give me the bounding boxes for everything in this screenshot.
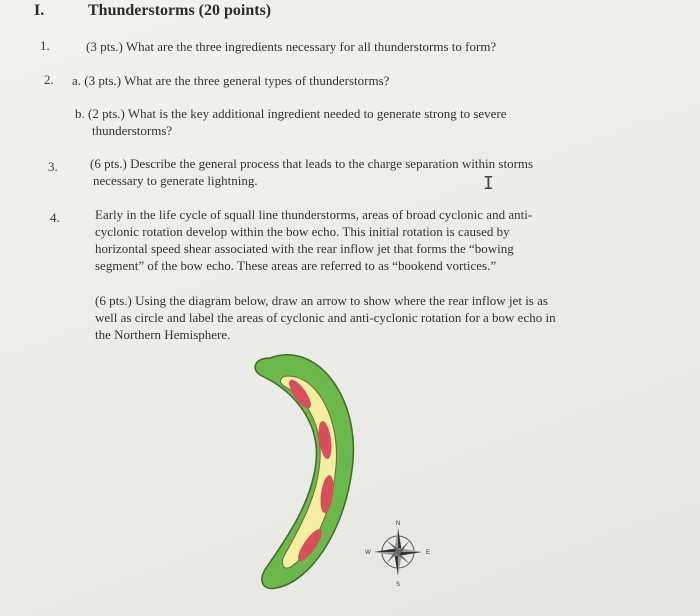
- question-4-para-1-line-4: segment” of the bow echo. These areas are referred to as “bookend vortices.”: [95, 258, 497, 273]
- compass-west-label: W: [365, 550, 371, 556]
- question-2b-line-1: b. (2 pts.) What is the key additional ingredient needed to generate strong to severe: [75, 106, 507, 121]
- compass-south-label: S: [395, 582, 401, 588]
- question-1-number: 1.: [40, 38, 50, 53]
- question-2-number: 2.: [44, 72, 54, 87]
- question-1-text: (3 pts.) What are the three ingredients necessary for all thunderstorms to form?: [86, 39, 497, 54]
- question-2b-line-2: thunderstorms?: [92, 123, 173, 138]
- question-4-number: 4.: [50, 210, 60, 225]
- question-4-para-1-line-1: Early in the life cycle of squall line thunderstorms, areas of broad cyclonic and anti-: [95, 207, 533, 222]
- question-4-para-1-line-2: cyclonic rotation develop within the bow echo. This initial rotation is caused by: [95, 224, 510, 239]
- question-4-para-2-line-3: the Northern Hemisphere.: [95, 327, 231, 342]
- question-3-line-1: (6 pts.) Describe the general process that leads to the charge separation within storms: [90, 156, 534, 171]
- question-3-line-2: necessary to generate lightning.: [93, 173, 258, 188]
- question-4-para-1-line-3: horizontal speed shear associated with the rear inflow jet that forms the “bowing: [95, 241, 514, 256]
- question-3-number: 3.: [48, 159, 58, 174]
- compass-rose-icon: [365, 521, 430, 588]
- section-number: I.: [34, 2, 45, 19]
- question-4-para-2-line-1: (6 pts.) Using the diagram below, draw an arrow to show where the rear inflow jet is as: [95, 293, 548, 308]
- compass-north-label: N: [395, 521, 401, 527]
- section-title: Thunderstorms (20 points): [88, 2, 272, 19]
- question-4-para-2-line-2: well as circle and label the areas of cyclonic and anti-cyclonic rotation for a bow echo in: [95, 310, 556, 325]
- compass-east-label: E: [425, 550, 431, 556]
- text-cursor-icon: I: [483, 173, 494, 194]
- question-2a-text: a. (3 pts.) What are the three general types of thunderstorms?: [72, 73, 390, 88]
